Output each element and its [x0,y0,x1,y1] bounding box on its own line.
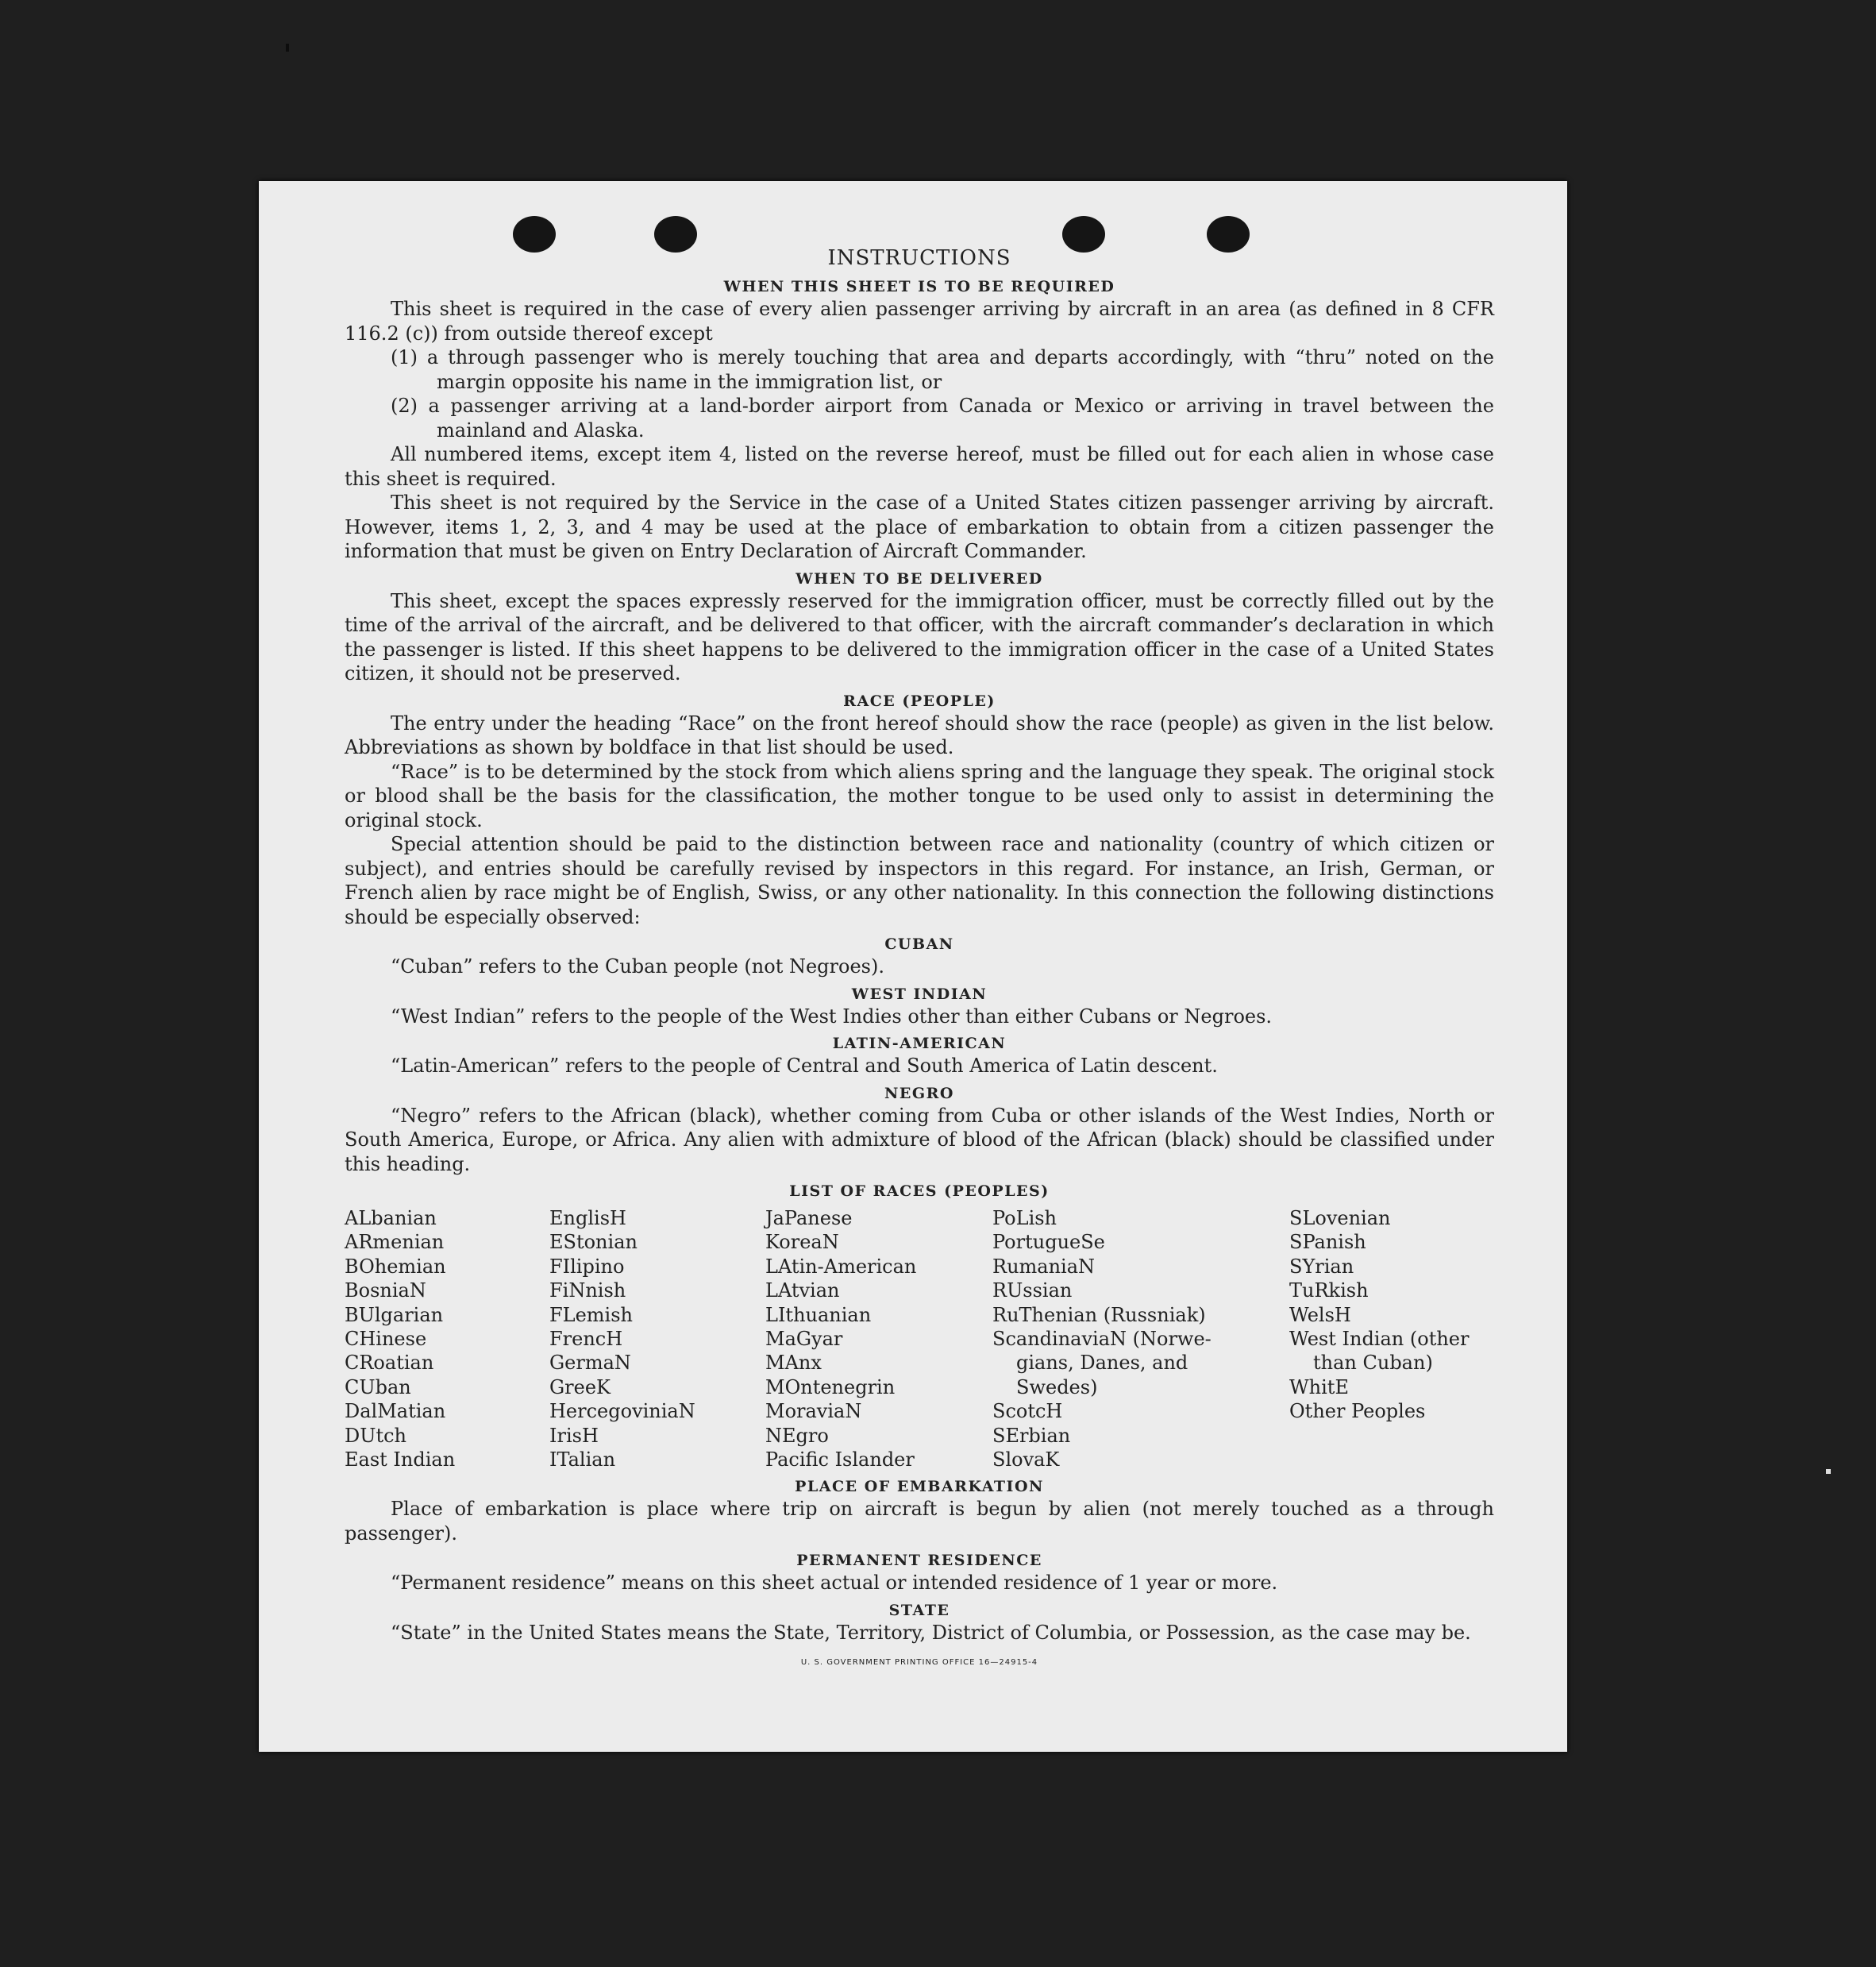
race-entry: EnglisH [549,1207,626,1229]
scan-speck [286,44,289,52]
races-column [1289,1206,1494,1471]
page-title: INSTRUCTIONS [827,246,1011,270]
race-entry: FrencH [549,1328,623,1351]
race-entry: KoreaN [765,1231,839,1254]
race-entry: RumaniaN [992,1255,1096,1278]
section-heading-delivered: WHEN TO BE DELIVERED [795,569,1043,588]
race-entry: FIlipino [549,1255,625,1278]
scan-speck [1826,1469,1831,1474]
race-entry: Swedes) [1016,1375,1098,1398]
paragraph: “Cuban” refers to the Cuban people (not Negroes). [391,955,884,978]
paragraph: Place of embarkation is place where trip on aircraft is begun by alien (not merely touched as a through passenger). [345,1498,1494,1545]
paragraph: “West Indian” refers to the people of the West Indies other than either Cubans or Negroes. [391,1005,1273,1028]
paragraph: This sheet, except the spaces expressly reserved for the immigration officer, must be correctly filled out by the time of the arrival of the aircraft, and be delivered to that officer, with the aircraft commander’s declaration in which the passenger is listed. If this sheet happens to be delivered to the immigration officer in the case of a United States citizen, it should not be preserved. [345,589,1494,685]
race-entry: GreeK [549,1375,611,1398]
race-entry: ScandinaviaN (Norwe- [992,1328,1212,1351]
race-entry: FLemish [549,1303,633,1326]
list-item: (1) a through passenger who is merely touching that area and departs accordingly, with “thru” noted on the margin opposite his name in the immigration list, or [391,346,1494,393]
race-entry: MaGyar [765,1328,843,1351]
race-entry: than Cuban) [1313,1352,1433,1375]
section-heading-residence: PERMANENT RESIDENCE [796,1552,1042,1570]
race-entry: ALbanian [345,1207,437,1229]
race-entry: SYrian [1289,1255,1354,1278]
paragraph: All numbered items, except item 4, listed on the reverse hereof, must be filled out for each alien in whose case this sheet is required. [345,443,1494,490]
races-list [345,1206,1494,1471]
race-entry: JaPanese [765,1207,853,1229]
instructions-body [345,245,1494,1676]
document-page [259,181,1567,1752]
paragraph: This sheet is not required by the Service in the case of a United States citizen passenger arriving by aircraft. However, items 1, 2, 3, and 4 may be used at the place of embarkation to obtain from a citizen passenger the information that must be given on Entry Declaration of Aircraft Commander. [345,492,1494,562]
race-entry: WelsH [1289,1303,1351,1326]
race-entry: NEgro [765,1424,829,1447]
paragraph: This sheet is required in the case of every alien passenger arriving by aircraft in an area (as defined in 8 CFR 116.2 (c)) from outside thereof except [345,298,1494,345]
race-entry: BUlgarian [345,1303,444,1326]
race-entry: CRoatian [345,1352,434,1375]
printer-imprint: U. S. GOVERNMENT PRINTING OFFICE 16—24915-4 [800,1658,1038,1668]
section-heading-list: LIST OF RACES (PEOPLES) [789,1182,1050,1200]
race-entry: RuThenian (Russniak) [992,1303,1206,1326]
race-entry: Pacific Islander [765,1448,915,1471]
race-entry: ITalian [549,1448,616,1471]
races-column [992,1206,1289,1471]
paragraph: “Negro” refers to the African (black), whether coming from Cuba or other islands of the West Indies, North or South America, Europe, or Africa. Any alien with admixture of blood of the African (black) should be classified under this heading. [345,1104,1494,1175]
race-entry: East Indian [345,1448,456,1471]
section-heading-west-indian: WEST INDIAN [851,985,988,1003]
race-entry: IrisH [549,1424,599,1447]
list-item: (2) a passenger arriving at a land-border airport from Canada or Mexico or arriving in travel between the mainland and Alaska. [391,395,1494,442]
section-heading-required: WHEN THIS SHEET IS TO BE REQUIRED [723,278,1115,295]
races-column [549,1206,765,1471]
race-entry: CHinese [345,1328,427,1351]
race-entry: HercegoviniaN [549,1400,695,1423]
section-heading-cuban: CUBAN [884,935,954,953]
race-entry: ScotcH [992,1400,1063,1423]
race-entry: WhitE [1289,1375,1349,1398]
race-entry: West Indian (other [1289,1328,1470,1351]
paragraph: “State” in the United States means the State, Territory, District of Columbia, or Possession, as the case may be. [391,1621,1471,1644]
section-heading-state: STATE [888,1601,950,1619]
race-entry: PortugueSe [992,1231,1105,1254]
race-entry: LAtvian [765,1279,840,1302]
race-entry: SPanish [1289,1231,1366,1254]
race-entry: FiNnish [549,1279,626,1302]
races-column [345,1206,549,1471]
paragraph: “Latin-American” refers to the people of Central and South America of Latin descent. [391,1055,1218,1077]
race-entry: DalMatian [345,1400,446,1423]
race-entry: gians, Danes, and [1016,1352,1188,1375]
race-entry: SlovaK [992,1448,1060,1471]
race-entry: TuRkish [1289,1279,1369,1302]
race-entry: Other Peoples [1289,1400,1426,1423]
race-entry: CUban [345,1375,411,1398]
paragraph: The entry under the heading “Race” on the front hereof should show the race (people) as given in the list below. Abbreviations as shown by boldface in that list should be used. [345,712,1494,758]
section-heading-negro: NEGRO [884,1084,954,1102]
race-entry: LIthuanian [765,1303,872,1326]
race-entry: ARmenian [345,1231,445,1254]
races-column [765,1206,992,1471]
race-entry: PoLish [992,1207,1057,1229]
section-heading-latin-american: LATIN-AMERICAN [832,1035,1007,1052]
race-entry: SLovenian [1289,1207,1391,1229]
paragraph: “Permanent residence” means on this sheet actual or intended residence of 1 year or more. [391,1572,1278,1595]
race-entry: MoraviaN [765,1400,862,1423]
section-heading-race: RACE (PEOPLE) [843,692,996,710]
race-entry: EStonian [549,1231,638,1254]
race-entry: LAtin-American [765,1255,917,1278]
paragraph: Special attention should be paid to the distinction between race and nationality (country of which citizen or subject), and entries should be carefully revised by inspectors in this regard. For instance, an Irish, German, or French alien by race might be of English, Swiss, or any other nationality. In this connection the following distinctions should be especially observed: [345,833,1494,928]
race-entry: DUtch [345,1424,407,1447]
race-entry: MAnx [765,1352,822,1375]
race-entry: BosniaN [345,1279,426,1302]
race-entry: BOhemian [345,1255,446,1278]
race-entry: MOntenegrin [765,1375,896,1398]
section-heading-embarkation: PLACE OF EMBARKATION [795,1478,1044,1496]
race-entry: GermaN [549,1352,631,1375]
race-entry: RUssian [992,1279,1073,1302]
race-entry: SErbian [992,1424,1071,1447]
paragraph: “Race” is to be determined by the stock from which aliens spring and the language they speak. The original stock or blood shall be the basis for the classification, the mother tongue to be used only to assist in determining the original stock. [345,760,1494,831]
